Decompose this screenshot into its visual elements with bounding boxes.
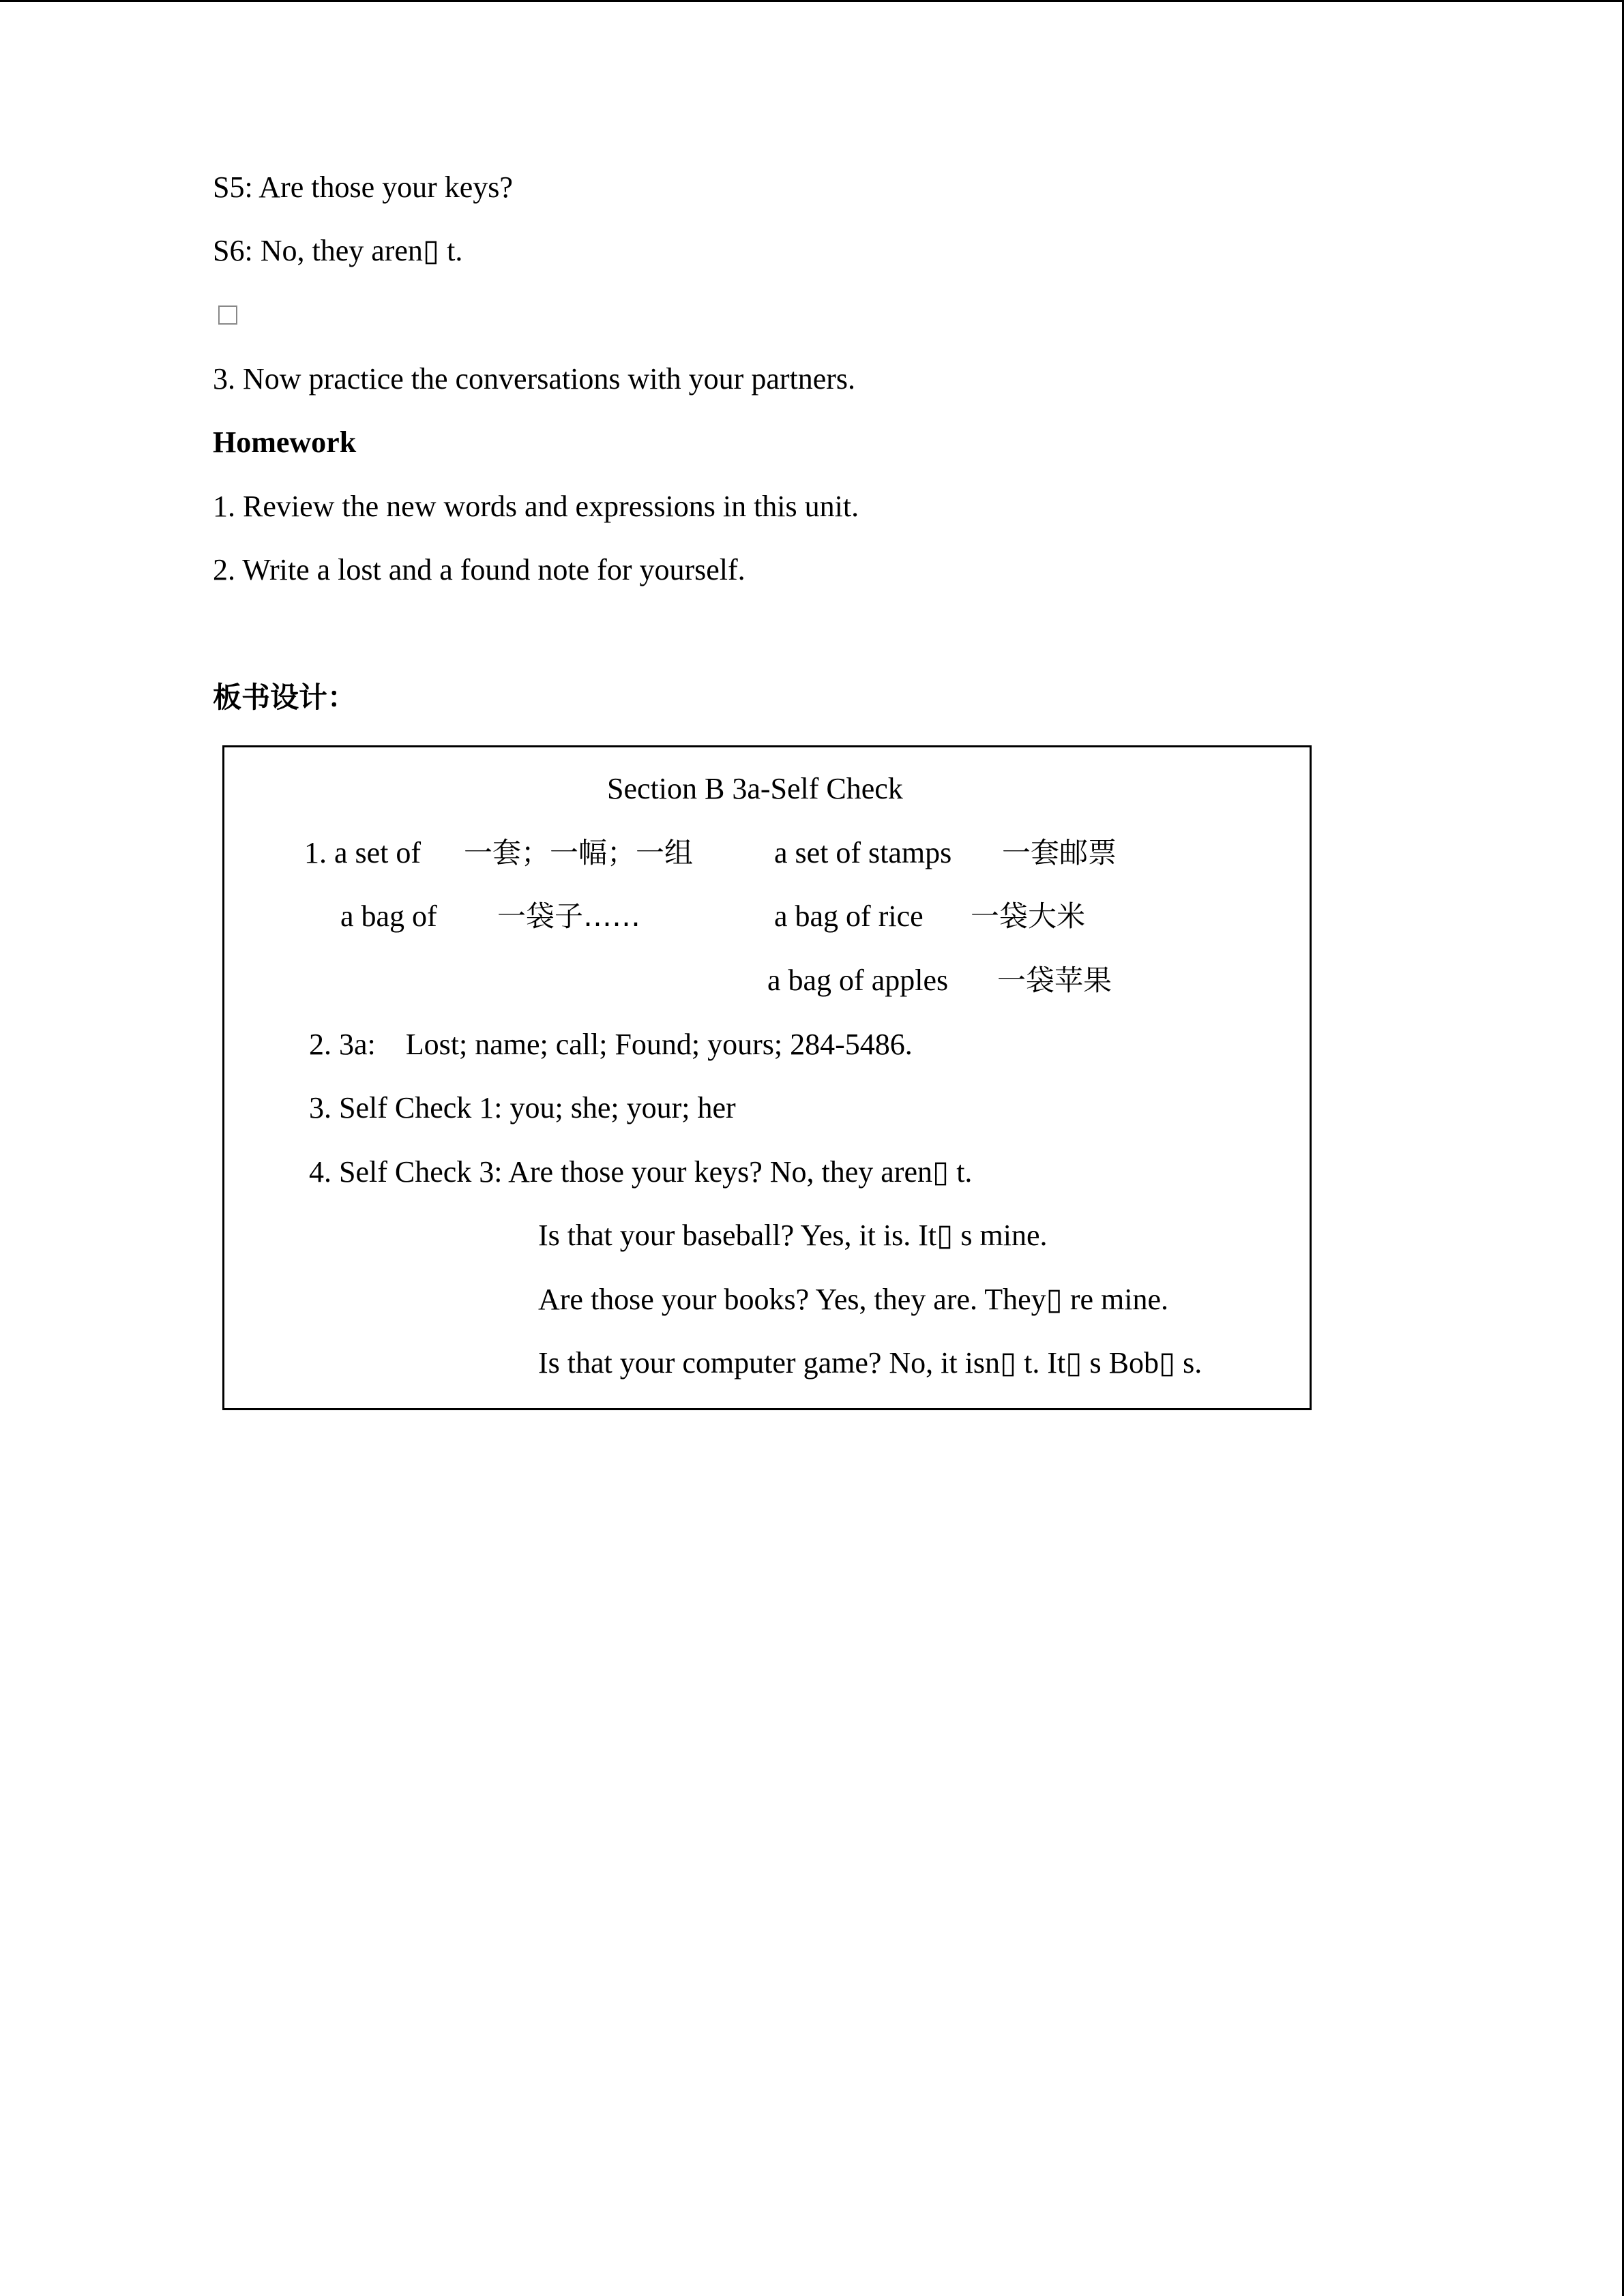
homework-item-2: 2. Write a lost and a found note for yourself. [213,553,745,586]
board-title: Section B 3a-Self Check [607,772,903,805]
dialogue-s5: S5: Are those your keys? [213,170,513,204]
board-design-heading: 板书设计： [213,681,357,714]
board-row1-example-cn: 一套邮票 [1002,836,1117,869]
board-row2-cn: 一袋子…… [497,899,641,933]
page-top-border [0,0,1624,2]
board-row2-example-en: a bag of rice [774,899,924,933]
board-design-box [222,745,1312,1410]
board-row1-example-en: a set of stamps [774,836,952,869]
dialogue-s6: S6: No, they aren▯ t. [213,234,463,267]
board-item-4-line-2: Is that your baseball? Yes, it is. It▯ s mine. [538,1219,1048,1252]
board-row3-example-cn: 一袋苹果 [997,964,1112,997]
board-item-4: 4. Self Check 3: Are those your keys? No, they aren▯ t. [309,1155,973,1189]
board-row3-example-en: a bag of apples [767,964,949,997]
board-item-4-line-3: Are those your books? Yes, they are. They▯ re mine. [538,1283,1168,1316]
homework-item-1: 1. Review the new words and expressions in this unit. [213,490,859,523]
homework-heading: Homework [213,426,357,459]
board-item-3: 3. Self Check 1: you; she; your; her [309,1091,736,1124]
board-row1-cn: 一套；一幅；一组 [464,836,694,869]
board-row2-en: a bag of [340,899,437,933]
board-row2-example-cn: 一袋大米 [971,899,1086,933]
missing-glyph-box [218,305,237,325]
board-item-2: 2. 3a: Lost; name; call; Found; yours; 284-5486. [309,1028,913,1061]
board-row1-en: 1. a set of [304,836,422,869]
step-3-practice: 3. Now practice the conversations with your partners. [213,362,856,396]
board-item-4-line-4: Is that your computer game? No, it isn▯ t. It▯ s Bob▯ s. [538,1346,1202,1380]
